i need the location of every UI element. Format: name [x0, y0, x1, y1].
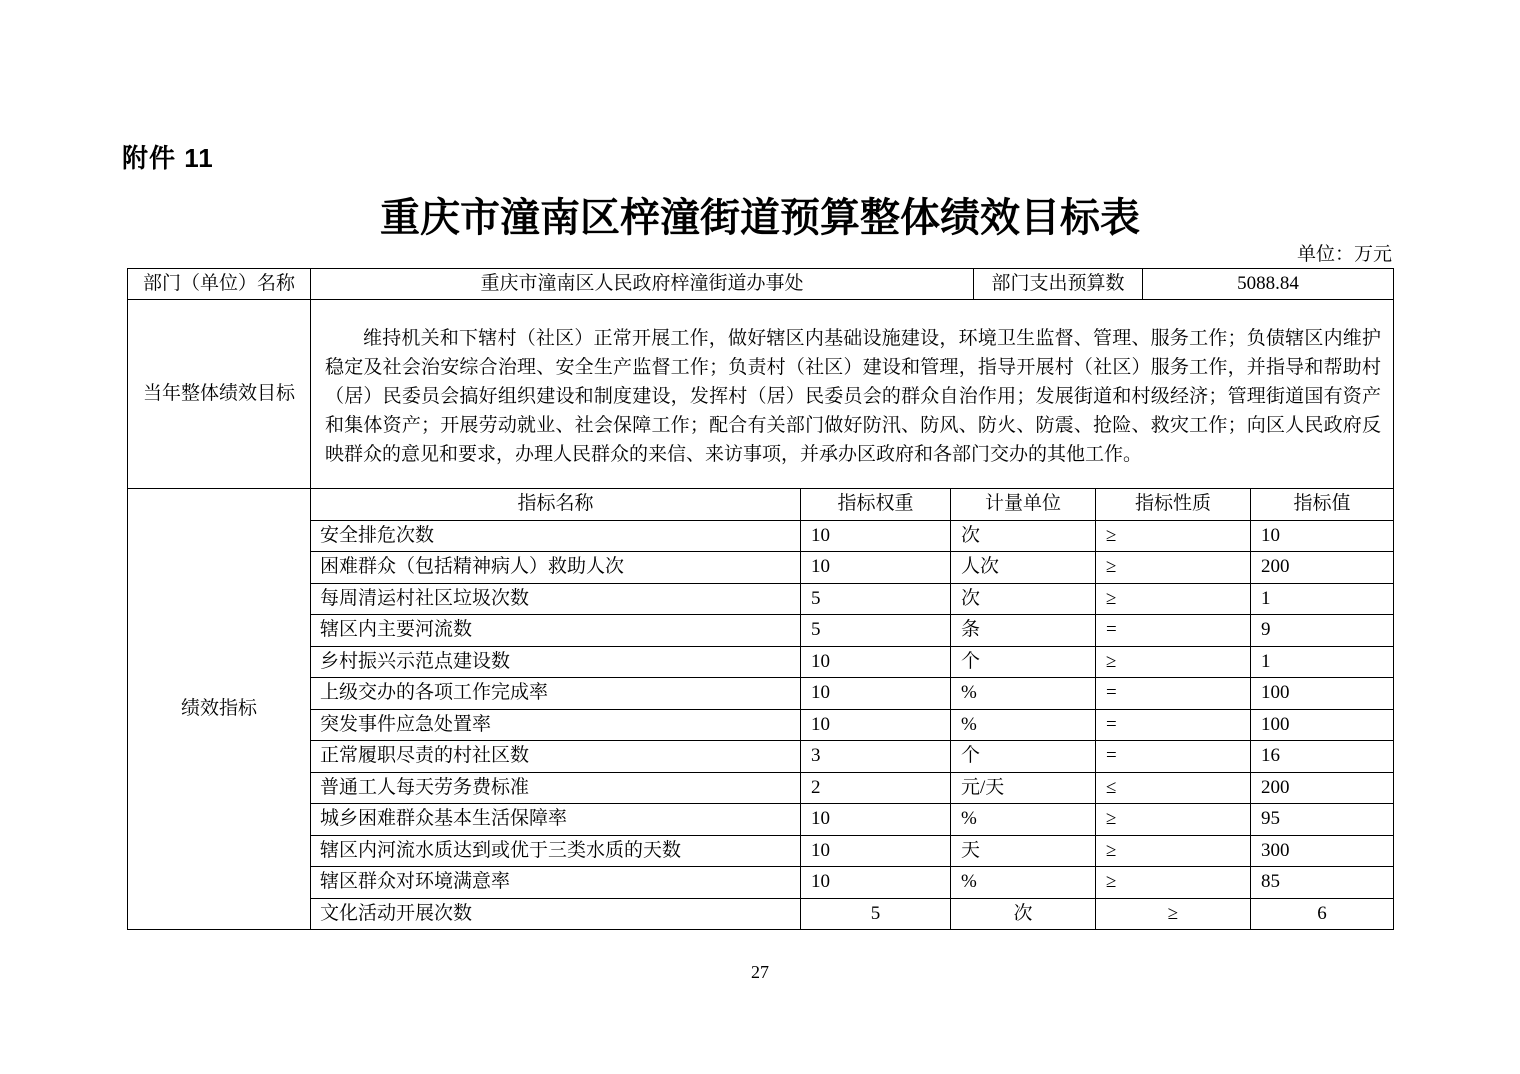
- indicator-unit: 个: [951, 741, 1096, 773]
- indicator-name: 城乡困难群众基本生活保障率: [311, 804, 801, 836]
- indicator-name: 辖区内河流水质达到或优于三类水质的天数: [311, 835, 801, 867]
- col-header-name: 指标名称: [311, 489, 801, 521]
- budget-label: 部门支出预算数: [974, 269, 1143, 300]
- indicator-unit: 条: [951, 615, 1096, 647]
- indicator-value: 200: [1251, 552, 1394, 584]
- indicators-table: [127, 488, 1394, 930]
- indicator-name: 普通工人每天劳务费标准: [311, 772, 801, 804]
- indicator-unit: 个: [951, 646, 1096, 678]
- indicator-unit: 次: [951, 520, 1096, 552]
- indicator-unit: %: [951, 804, 1096, 836]
- indicator-value: 300: [1251, 835, 1394, 867]
- unit-note: 单位：万元: [1296, 244, 1392, 265]
- indicator-name: 上级交办的各项工作完成率: [311, 678, 801, 710]
- indicator-weight: 10: [801, 709, 951, 741]
- indicator-weight: 5: [801, 615, 951, 647]
- indicator-unit: %: [951, 867, 1096, 899]
- indicator-row: [128, 615, 1394, 647]
- indicator-weight: 10: [801, 552, 951, 584]
- indicator-row: [128, 741, 1394, 773]
- performance-target-table: [127, 268, 1393, 930]
- annual-goal-row: [128, 300, 1394, 489]
- indicator-name: 困难群众（包括精神病人）救助人次: [311, 552, 801, 584]
- indicator-nature: ≥: [1096, 583, 1251, 615]
- indicator-unit: 次: [951, 583, 1096, 615]
- indicator-nature: ≥: [1096, 898, 1251, 930]
- indicator-row: [128, 646, 1394, 678]
- indicator-unit: %: [951, 709, 1096, 741]
- indicator-name: 辖区群众对环境满意率: [311, 867, 801, 899]
- indicator-row: [128, 583, 1394, 615]
- indicator-row: [128, 552, 1394, 584]
- indicator-row: [128, 867, 1394, 899]
- indicator-name: 乡村振兴示范点建设数: [311, 646, 801, 678]
- indicator-weight: 10: [801, 867, 951, 899]
- indicator-weight: 10: [801, 835, 951, 867]
- department-info-table: [127, 268, 1394, 300]
- indicator-unit: 人次: [951, 552, 1096, 584]
- indicator-nature: ≤: [1096, 772, 1251, 804]
- indicator-nature: ≥: [1096, 835, 1251, 867]
- indicator-name: 文化活动开展次数: [311, 898, 801, 930]
- indicator-row: [128, 520, 1394, 552]
- indicator-name: 突发事件应急处置率: [311, 709, 801, 741]
- indicator-nature: ≥: [1096, 804, 1251, 836]
- dept-name-label: 部门（单位）名称: [128, 269, 311, 300]
- indicator-value: 1: [1251, 583, 1394, 615]
- indicator-nature: =: [1096, 615, 1251, 647]
- indicator-weight: 5: [801, 583, 951, 615]
- indicator-weight: 2: [801, 772, 951, 804]
- indicator-unit: 元/天: [951, 772, 1096, 804]
- indicator-value: 9: [1251, 615, 1394, 647]
- indicator-weight: 10: [801, 646, 951, 678]
- attachment-label: 附件 11: [122, 143, 214, 173]
- department-info-row: [128, 269, 1394, 300]
- indicator-value: 200: [1251, 772, 1394, 804]
- indicator-nature: ≥: [1096, 552, 1251, 584]
- indicator-weight: 10: [801, 804, 951, 836]
- col-header-value: 指标值: [1251, 489, 1394, 521]
- indicator-nature: ≥: [1096, 520, 1251, 552]
- indicator-name: 安全排危次数: [311, 520, 801, 552]
- indicators-group-label: 绩效指标: [128, 489, 311, 930]
- indicator-name: 正常履职尽责的村社区数: [311, 741, 801, 773]
- indicator-weight: 5: [801, 898, 951, 930]
- indicator-row: [128, 772, 1394, 804]
- indicator-value: 85: [1251, 867, 1394, 899]
- indicator-unit: 天: [951, 835, 1096, 867]
- dept-name-value: 重庆市潼南区人民政府梓潼街道办事处: [311, 269, 974, 300]
- annual-goal-text: 维持机关和下辖村（社区）正常开展工作，做好辖区内基础设施建设，环境卫生监督、管理、服务工作；负债辖区内维护稳定及社会治安综合治理、安全生产监督工作；负责村（社区）建设和管理，指导开展村（社区）服务工作，并指导和帮助村（居）民委员会搞好组织建设和制度建设，发挥村（居）民委员会的群众自治作用；发展街道和村级经济；管理街道国有资产和集体资产；开展劳动就业、社会保障工作；配合有关部门做好防汛、防风、防火、防震、抢险、救灾工作；向区人民政府反映群众的意见和要求，办理人民群众的来信、来访事项，并承办区政府和各部门交办的其他工作。: [325, 327, 1381, 465]
- indicator-value: 10: [1251, 520, 1394, 552]
- col-header-nature: 指标性质: [1096, 489, 1251, 521]
- indicator-row: [128, 835, 1394, 867]
- indicator-row: [128, 804, 1394, 836]
- indicator-nature: =: [1096, 741, 1251, 773]
- page-number: 27: [751, 962, 769, 982]
- indicator-row: [128, 709, 1394, 741]
- indicator-value: 95: [1251, 804, 1394, 836]
- indicator-value: 100: [1251, 709, 1394, 741]
- indicator-weight: 3: [801, 741, 951, 773]
- indicators-header-row: [128, 489, 1394, 521]
- indicator-value: 16: [1251, 741, 1394, 773]
- indicator-row: [128, 678, 1394, 710]
- indicator-nature: ≥: [1096, 867, 1251, 899]
- indicator-nature: =: [1096, 678, 1251, 710]
- annual-goal-text-cell: [311, 300, 1394, 489]
- indicator-weight: 10: [801, 678, 951, 710]
- annual-goal-label: 当年整体绩效目标: [128, 300, 311, 489]
- indicator-unit: 次: [951, 898, 1096, 930]
- indicator-weight: 10: [801, 520, 951, 552]
- indicator-name: 辖区内主要河流数: [311, 615, 801, 647]
- page-title: 重庆市潼南区梓潼街道预算整体绩效目标表: [380, 195, 1140, 240]
- indicator-value: 6: [1251, 898, 1394, 930]
- budget-value: 5088.84: [1143, 269, 1394, 300]
- indicator-row: [128, 898, 1394, 930]
- indicator-name: 每周清运村社区垃圾次数: [311, 583, 801, 615]
- indicator-value: 100: [1251, 678, 1394, 710]
- col-header-unit: 计量单位: [951, 489, 1096, 521]
- indicator-unit: %: [951, 678, 1096, 710]
- indicator-nature: =: [1096, 709, 1251, 741]
- indicator-value: 1: [1251, 646, 1394, 678]
- annual-goal-table: [127, 299, 1394, 489]
- indicator-nature: ≥: [1096, 646, 1251, 678]
- col-header-weight: 指标权重: [801, 489, 951, 521]
